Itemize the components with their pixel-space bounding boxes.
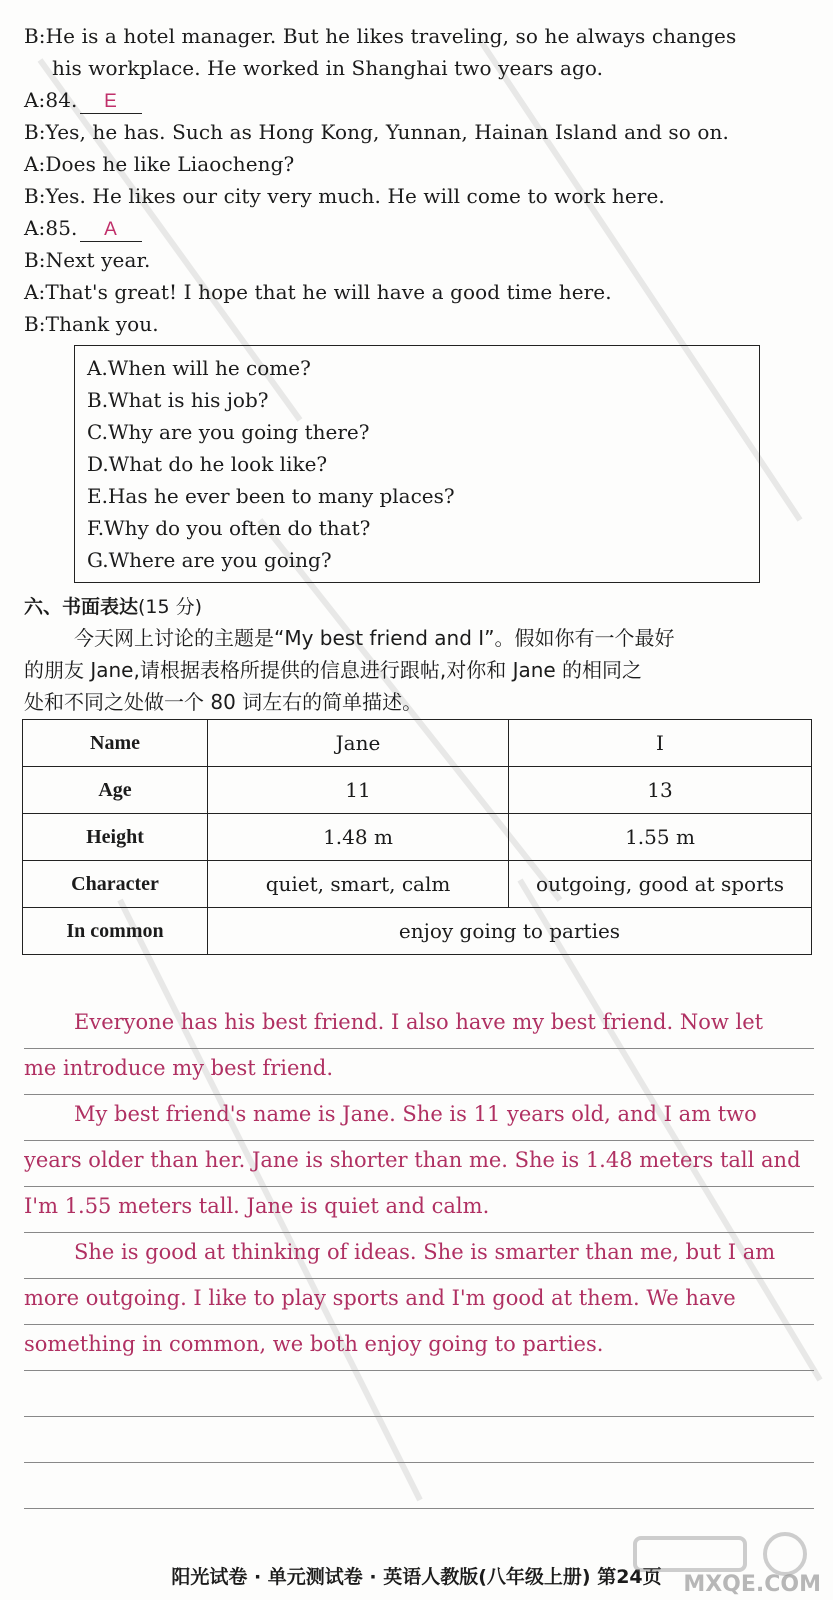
essay-line: years older than her. Jane is shorter than me. She is 1.48 meters tall and: [24, 1141, 814, 1187]
option-c: C.Why are you going there?: [87, 420, 370, 444]
essay-line: more outgoing. I like to play sports and I'm good at them. We have: [24, 1279, 814, 1325]
dialogue-line-84: A:84. E: [24, 88, 142, 114]
dialogue-line-2: his workplace. He worked in Shanghai two years ago.: [52, 56, 604, 80]
dialogue-line-8: B:Next year.: [24, 248, 151, 272]
jane-cell: 1.48 m: [208, 814, 509, 861]
essay-line: me introduce my best friend.: [24, 1049, 814, 1095]
option-e: E.Has he ever been to many places?: [87, 484, 455, 508]
table-row: [23, 720, 812, 767]
answer-blank-84[interactable]: E: [80, 91, 142, 114]
table-row: [23, 861, 812, 908]
instruction-line-3: 处和不同之处做一个 80 词左右的简单描述。: [24, 690, 423, 714]
dialogue-line-9: A:That's great! I hope that he will have a good time here.: [24, 280, 612, 304]
dialogue-line-5: A:Does he like Liaocheng?: [24, 152, 295, 176]
watermark-text: MXQE.COM: [683, 1572, 821, 1597]
table-row: [23, 814, 812, 861]
options-box: [74, 345, 760, 583]
option-a: A.When will he come?: [87, 356, 311, 380]
option-g: G.Where are you going?: [87, 548, 332, 572]
jane-cell: Jane: [208, 720, 509, 767]
section-instructions: [24, 622, 814, 718]
me-cell: outgoing, good at sports: [509, 861, 812, 908]
row-label: Age: [23, 767, 208, 814]
dialogue-line-4: B:Yes, he has. Such as Hong Kong, Yunnan, Hainan Island and so on.: [24, 120, 729, 144]
essay-line: Everyone has his best friend. I also have my best friend. Now let: [24, 1003, 814, 1049]
me-cell: I: [509, 720, 812, 767]
dialogue-line-10: B:Thank you.: [24, 312, 159, 336]
row-label: Height: [23, 814, 208, 861]
table-row: [23, 908, 812, 955]
info-table: [22, 719, 812, 955]
instruction-line-2: 的朋友 Jane,请根据表格所提供的信息进行跟帖,对你和 Jane 的相同之: [24, 658, 643, 682]
option-d: D.What do he look like?: [87, 452, 328, 476]
essay-line: [24, 1463, 814, 1509]
essay-area[interactable]: [24, 1003, 814, 1509]
row-label: In common: [23, 908, 208, 955]
essay-line: [24, 1417, 814, 1463]
instruction-line-1: 今天网上讨论的主题是“My best friend and I”。假如你有一个最好: [74, 626, 675, 650]
jane-cell: 11: [208, 767, 509, 814]
row-label: Name: [23, 720, 208, 767]
section-title: 六、书面表达(15 分): [24, 596, 203, 618]
dialogue-line-6: B:Yes. He likes our city very much. He will come to work here.: [24, 184, 665, 208]
essay-line: I'm 1.55 meters tall. Jane is quiet and calm.: [24, 1187, 814, 1233]
answer-blank-85[interactable]: A: [80, 219, 142, 242]
option-b: B.What is his job?: [87, 388, 269, 412]
essay-line: My best friend's name is Jane. She is 11 years old, and I am two: [24, 1095, 814, 1141]
me-cell: 1.55 m: [509, 814, 812, 861]
table-row: [23, 767, 812, 814]
essay-line: something in common, we both enjoy going to parties.: [24, 1325, 814, 1371]
dialogue-line-1: B:He is a hotel manager. But he likes traveling, so he always changes: [24, 24, 737, 48]
row-label: Character: [23, 861, 208, 908]
essay-line: She is good at thinking of ideas. She is smarter than me, but I am: [24, 1233, 814, 1279]
page-footer: 阳光试卷 · 单元测试卷 · 英语人教版(八年级上册) 第24页: [171, 1566, 662, 1588]
option-f: F.Why do you often do that?: [87, 516, 371, 540]
me-cell: 13: [509, 767, 812, 814]
jane-cell: quiet, smart, calm: [208, 861, 509, 908]
essay-line: [24, 1371, 814, 1417]
dialogue-line-85: A:85. A: [24, 216, 142, 242]
common-cell: enjoy going to parties: [208, 908, 812, 955]
